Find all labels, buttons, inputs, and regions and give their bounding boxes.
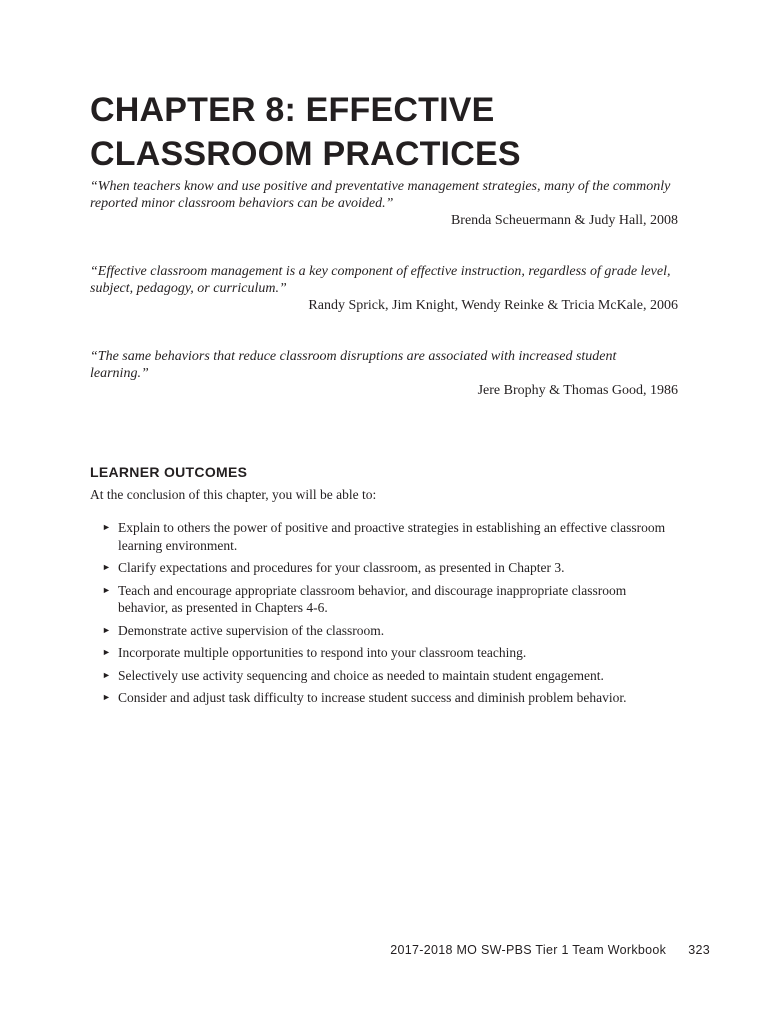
bullet-arrow-icon: ► bbox=[102, 669, 111, 680]
quote-attribution: Jere Brophy & Thomas Good, 1986 bbox=[477, 383, 678, 398]
list-item-text: Selectively use activity sequencing and choice as needed to maintain student engagement. bbox=[118, 667, 604, 683]
list-item bbox=[102, 689, 678, 707]
learner-outcomes-intro: At the conclusion of this chapter, you will be able to: bbox=[90, 487, 377, 502]
list-item-text: Incorporate multiple opportunities to respond into your classroom teaching. bbox=[118, 645, 527, 660]
quote-text: “The same behaviors that reduce classroom disruptions are associated with increased student learning.” bbox=[90, 349, 617, 381]
bullet-arrow-icon: ► bbox=[102, 522, 111, 532]
list-item-text: Explain to others the power of positive and proactive strategies in establishing an effective classroom learning environment. bbox=[118, 520, 666, 553]
list-item-text: Consider and adjust task difficulty to increase student success and diminish problem behavior. bbox=[118, 690, 627, 705]
learner-outcomes-heading: LEARNER OUTCOMES bbox=[90, 464, 248, 480]
workbook-title: 2017-2018 MO SW-PBS Tier 1 Team Workbook bbox=[390, 943, 667, 957]
chapter-title-line-2: CLASSROOM PRACTICES bbox=[90, 135, 521, 173]
bullet-arrow-icon: ► bbox=[102, 692, 111, 702]
list-item bbox=[102, 622, 678, 640]
list-item-text: Teach and encourage appropriate classroom behavior, and discourage inappropriate classroom behavior, as presented in Chapters 4-6. bbox=[118, 582, 627, 615]
epigraph-quote bbox=[90, 348, 678, 400]
quote-attribution: Randy Sprick, Jim Knight, Wendy Reinke & Tricia McKale, 2006 bbox=[308, 298, 678, 313]
list-item bbox=[102, 667, 678, 685]
list-item bbox=[102, 644, 678, 662]
bullet-arrow-icon: ► bbox=[102, 624, 111, 635]
quote-text: “When teachers know and use positive and preventative management strategies, many of the commonly reported minor classroom behaviors can be avoided.” bbox=[90, 179, 671, 211]
list-item bbox=[102, 559, 678, 577]
bullet-arrow-icon: ► bbox=[102, 647, 111, 657]
chapter-title bbox=[90, 88, 690, 176]
bullet-arrow-icon: ► bbox=[102, 562, 111, 572]
list-item-text: Demonstrate active supervision of the classroom. bbox=[118, 622, 385, 638]
quote-text: “Effective classroom management is a key component of effective instruction, regardless of grade level, subject, pedagogy, or curriculum.” bbox=[90, 264, 671, 296]
bullet-arrow-icon: ► bbox=[102, 584, 111, 595]
chapter-title-line-1: CHAPTER 8: EFFECTIVE bbox=[90, 91, 495, 129]
page-footer bbox=[340, 942, 710, 958]
list-item-text: Clarify expectations and procedures for your classroom, as presented in Chapter 3. bbox=[118, 560, 565, 575]
epigraph-quote bbox=[90, 263, 678, 315]
list-item bbox=[102, 582, 678, 617]
learner-outcomes-list bbox=[102, 519, 678, 712]
list-item bbox=[102, 519, 678, 554]
epigraph-quote bbox=[90, 178, 678, 230]
page-number: 323 bbox=[688, 943, 710, 957]
quote-attribution: Brenda Scheuermann & Judy Hall, 2008 bbox=[450, 213, 678, 228]
